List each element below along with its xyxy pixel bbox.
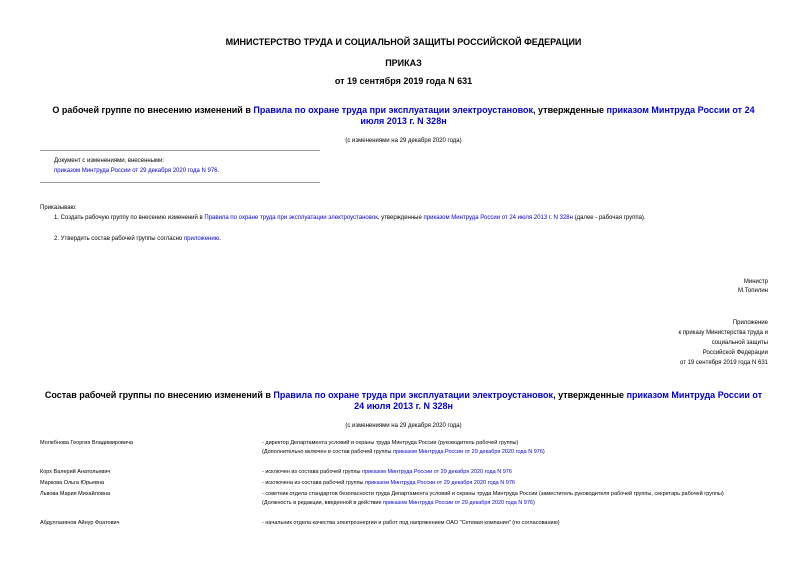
amendment-976-link[interactable]: приказом Минтруда России от 29 декабря 2020 года N 976 <box>54 168 218 174</box>
member-name: Абдуллазянов Айнур Фоатович <box>40 520 120 526</box>
composition-title <box>40 390 767 412</box>
member-duty <box>262 519 768 528</box>
item1-text-c: (далее - рабочая группа). <box>572 215 646 221</box>
appendix-line-2: социальной защиты <box>711 340 768 346</box>
title-text-1: О рабочей группе по внесению изменений в <box>52 105 254 115</box>
edition-note: (с изменениями на 29 декабря 2020 года) <box>345 138 462 144</box>
appendix-line-4: от 19 сентября 2019 года N 631 <box>679 360 768 366</box>
member-note-a: (Дополнительно включен в состав рабочей группы <box>262 449 393 455</box>
intro-text: Приказываю: <box>40 205 77 211</box>
member-duty-text: - советник отдела стандартов безопасности труда Департамента условий и охраны труда Минтруда России (заместитель руководителя рабочей группы, секретарь рабочей группы) <box>262 491 724 497</box>
item1-text-b: , утвержденные <box>377 215 424 221</box>
member-note-link[interactable]: приказом Минтруда России от 29 декабря 2020 года N 976 <box>393 449 543 455</box>
member-duty <box>262 468 768 477</box>
item1-rules-link[interactable]: Правила по охране труда при эксплуатации электроустановок <box>204 215 378 221</box>
member-duty-text: - исключена из состава рабочей группы <box>262 480 366 486</box>
item2-text-b: . <box>219 236 221 242</box>
member-duty-link[interactable]: приказом Минтруда России от 29 декабря 2020 года N 976 <box>361 469 512 475</box>
order-title <box>40 105 767 127</box>
member-row <box>40 439 768 461</box>
item1-order-link[interactable]: приказом Минтруда России от 24 июля 2013 г. N 328н <box>423 215 573 221</box>
comp-order-328n-link[interactable]: приказом Минтруда России от 24 июля 2013 г. N 328н <box>354 390 763 411</box>
member-note-b: ) <box>542 449 545 455</box>
order-item-1 <box>54 215 774 221</box>
signature-name: М.Топилин <box>738 288 768 294</box>
doc-changes-dot: . <box>217 168 220 174</box>
title-text-2: , утвержденные <box>533 105 607 115</box>
order-heading: ПРИКАЗ <box>385 58 422 68</box>
member-name: Молебнова Георгия Владимировича <box>40 440 133 446</box>
member-duty <box>262 439 768 457</box>
member-note-b: ) <box>532 500 535 506</box>
order-date: от 19 сентября 2019 года N 631 <box>334 76 473 86</box>
appendix-link[interactable]: приложению <box>183 236 220 242</box>
item1-text-a: 1. Создать рабочую группу по внесению изменений в <box>54 215 205 221</box>
doc-changes-box <box>54 156 219 176</box>
member-duty-text: - исключен из состава рабочей группы <box>262 469 362 475</box>
order-item-2 <box>54 236 754 242</box>
item2-text-a: 2. Утвердить состав рабочей группы согласно <box>54 236 184 242</box>
doc-changes-label: Документ с изменениями, внесенными: <box>54 158 165 164</box>
comp-rules-link[interactable]: Правила по охране труда при эксплуатации электроустановок <box>273 390 554 400</box>
member-name: Львова Мария Михайловна <box>40 491 111 497</box>
order-328n-link[interactable]: приказом Минтруда России от 24 июля 2013 г. N 328н <box>360 105 755 126</box>
signature-position: Министр <box>743 279 768 285</box>
member-name: Маркова Ольга Юрьевна <box>40 480 105 486</box>
composition-edition-note: (с изменениями на 29 декабря 2020 года) <box>345 423 462 429</box>
member-duty-link[interactable]: приказом Минтруда России от 29 декабря 2020 года N 976 <box>365 480 515 486</box>
member-duty <box>262 479 768 488</box>
member-duty-text: - начальник отдела качества электроэнергии и работ под напряжением ОАО "Сетевая компания" (по согласованию) <box>262 520 560 526</box>
rules-link[interactable]: Правила по охране труда при эксплуатации электроустановок <box>253 105 534 115</box>
ministry-heading: МИНИСТЕРСТВО ТРУДА И СОЦИАЛЬНОЙ ЗАЩИТЫ РОССИЙСКОЙ ФЕДЕРАЦИИ <box>225 37 582 47</box>
doc-box-bottom-rule <box>40 182 320 183</box>
member-note-link[interactable]: приказом Минтруда России от 29 декабря 2020 года N 976 <box>383 500 533 506</box>
member-name: Корх Валерий Анатольевич <box>40 469 111 475</box>
doc-box-top-rule <box>40 150 320 151</box>
comp-title-text-2: , утвержденные <box>553 390 627 400</box>
member-duty-text: - директор Департамента условий и охраны труда Минтруда России (руководитель рабочей группы) <box>262 440 519 446</box>
appendix-label: Приложение <box>732 320 768 326</box>
member-note-a: (Должность в редакции, введенной в действие <box>262 500 384 506</box>
appendix-line-3: Российской Федерации <box>702 350 768 356</box>
appendix-line-1: к приказу Министерства труда и <box>678 330 768 336</box>
comp-title-text-1: Состав рабочей группы по внесению изменений в <box>44 390 274 400</box>
member-duty <box>262 490 768 508</box>
